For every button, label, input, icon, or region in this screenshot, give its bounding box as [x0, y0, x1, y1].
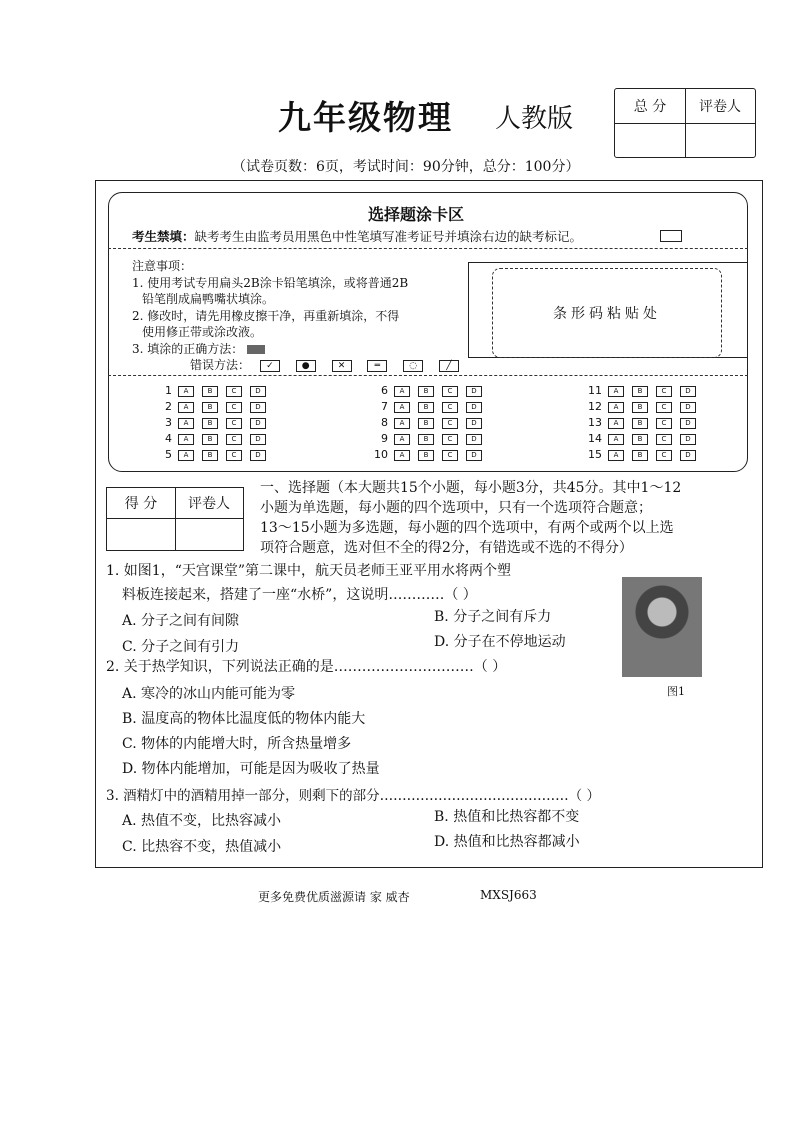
answer-bubble-c[interactable]: C [656, 434, 672, 445]
answer-bubble-d[interactable]: D [680, 450, 696, 461]
note-line: 使用修正带或涂改液。 [142, 325, 263, 339]
answer-bubble-c[interactable]: C [656, 450, 672, 461]
section-heading-line: 小题为单选题，每小题的四个选项中，只有一个选项符合题意； [260, 500, 652, 516]
question-number: 13 [588, 416, 602, 429]
answer-bubble-d[interactable]: D [680, 386, 696, 397]
grader-header: 评卷人 [175, 488, 243, 519]
question-1-option-c: C. 分子之间有引力 [122, 639, 240, 655]
answer-bubble-b[interactable]: B [632, 418, 648, 429]
answer-row-1 [156, 384, 274, 397]
question-3-option-a: A. 热值不变，比热容减小 [122, 813, 282, 829]
answer-bubble-c[interactable]: C [656, 386, 672, 397]
section-score-table [106, 487, 244, 551]
question-3-option-b: B. 热值和比热容都不变 [434, 809, 580, 825]
answer-row-15 [586, 448, 704, 461]
answer-bubble-d[interactable]: D [250, 418, 266, 429]
answer-bubble-a[interactable]: A [178, 402, 194, 413]
answer-bubble-c[interactable]: C [656, 402, 672, 413]
answer-bubble-d[interactable]: D [250, 434, 266, 445]
answer-bubble-b[interactable]: B [632, 386, 648, 397]
question-1-stem: 1. 如图1，“天宫课堂”第二课中，航天员老师王亚平用水将两个塑 [106, 563, 512, 579]
correct-method-row [132, 341, 465, 358]
note-line: 2. 修改时，请先用橡皮擦干净，再重新填涂，不得 [132, 308, 400, 323]
question-3-stem: 3. 酒精灯中的酒精用掉一部分，则剩下的部分……………………………………（ ） [106, 788, 600, 804]
grader-header: 评卷人 [685, 89, 755, 124]
question-number: 8 [381, 416, 388, 429]
answer-bubble-c[interactable]: C [226, 418, 242, 429]
edition-label: 人教版 [495, 104, 574, 134]
strike-mark-icon: ═ [367, 360, 387, 372]
question-1-option-a: A. 分子之间有间隙 [122, 613, 240, 629]
answer-bubble-b[interactable]: B [418, 386, 434, 397]
answer-bubble-d[interactable]: D [250, 402, 266, 413]
wrong-method-row [132, 357, 465, 374]
filled-mark-sample [247, 345, 265, 354]
answer-bubble-d[interactable]: D [680, 402, 696, 413]
answer-bubble-b[interactable]: B [418, 434, 434, 445]
answer-bubble-b[interactable]: B [632, 450, 648, 461]
answer-row-6 [372, 384, 490, 397]
answer-bubble-a[interactable]: A [608, 386, 624, 397]
answer-bubble-b[interactable]: B [202, 402, 218, 413]
answer-row-2 [156, 400, 274, 413]
footer-text: 更多免费优质滋源请 家 威杏 [258, 890, 410, 904]
question-number: 15 [588, 448, 602, 461]
answer-bubble-a[interactable]: A [178, 418, 194, 429]
wrong-method-label: 错误方法： [190, 358, 251, 372]
question-2-option-d: D. 物体内能增加，可能是因为吸收了热量 [122, 761, 380, 777]
answer-row-9 [372, 432, 490, 445]
section-heading-line: 一、选择题（本大题共15个小题，每小题3分，共45分。其中1～12 [260, 480, 682, 496]
answer-row-3 [156, 416, 274, 429]
answer-bubble-a[interactable]: A [394, 402, 410, 413]
question-number: 2 [165, 400, 172, 413]
answer-bubble-c[interactable]: C [226, 402, 242, 413]
note-line: 3. 填涂的正确方法： [132, 341, 244, 356]
dot-mark-icon: ● [296, 360, 316, 372]
answer-bubble-d[interactable]: D [250, 450, 266, 461]
question-number: 12 [588, 400, 602, 413]
question-number: 11 [588, 384, 602, 397]
answer-bubble-a[interactable]: A [394, 418, 410, 429]
question-3-option-d: D. 热值和比热容都减小 [434, 834, 580, 850]
section-heading-line: 13～15小题为多选题，每小题的四个选项中，有两个或两个以上选 [260, 520, 674, 536]
answer-bubble-b[interactable]: B [202, 418, 218, 429]
answer-bubble-b[interactable]: B [202, 386, 218, 397]
absence-mark-box[interactable] [660, 230, 682, 242]
answer-bubble-c[interactable]: C [442, 418, 458, 429]
question-2-option-b: B. 温度高的物体比温度低的物体内能大 [122, 711, 366, 727]
table-divider [685, 123, 686, 157]
footer-code: MXSJ663 [480, 888, 537, 902]
answer-card-title: 选择题涂卡区 [368, 205, 465, 224]
answer-bubble-a[interactable]: A [178, 434, 194, 445]
answer-bubble-a[interactable]: A [608, 418, 624, 429]
answer-bubble-c[interactable]: C [226, 434, 242, 445]
answer-bubble-b[interactable]: B [632, 434, 648, 445]
answer-bubble-d[interactable]: D [466, 402, 482, 413]
notes-section [132, 258, 465, 374]
answer-bubble-d[interactable]: D [466, 386, 482, 397]
section-heading-line: 项符合题意，选对但不全的得2分，有错选或不选的不得分） [260, 540, 633, 556]
question-number: 7 [381, 400, 388, 413]
score-header: 得 分 [107, 488, 176, 519]
note-line: 铅笔削成扁鸭嘴状填涂。 [142, 292, 275, 306]
question-1-stem-cont: 料板连接起来，搭建了一座“水桥”，这说明…………（ ） [122, 587, 477, 603]
figure-1-image [622, 577, 702, 677]
question-number: 14 [588, 432, 602, 445]
answer-bubble-a[interactable]: A [608, 434, 624, 445]
answer-bubble-d[interactable]: D [466, 418, 482, 429]
answer-bubble-d[interactable]: D [680, 434, 696, 445]
absence-text: 缺考考生由监考员用黑色中性笔填写准考证号并填涂右边的缺考标记。 [194, 229, 583, 244]
answer-row-12 [586, 400, 704, 413]
question-3-option-c: C. 比热容不变，热值减小 [122, 839, 282, 855]
answer-bubble-c[interactable]: C [442, 450, 458, 461]
answer-row-10 [372, 448, 490, 461]
question-number: 3 [165, 416, 172, 429]
table-divider [175, 518, 176, 550]
answer-bubble-c[interactable]: C [442, 402, 458, 413]
answer-bubble-a[interactable]: A [394, 386, 410, 397]
answer-row-4 [156, 432, 274, 445]
question-number: 9 [381, 432, 388, 445]
answer-bubble-c[interactable]: C [226, 386, 242, 397]
answer-bubble-c[interactable]: C [442, 434, 458, 445]
answer-row-11 [586, 384, 704, 397]
answer-bubble-c[interactable]: C [442, 386, 458, 397]
question-2-stem: 2. 关于热学知识，下列说法正确的是…………………………（ ） [106, 659, 507, 675]
answer-bubble-b[interactable]: B [202, 434, 218, 445]
page-title: 九年级物理 [278, 98, 453, 137]
divider [108, 375, 748, 376]
question-number: 10 [374, 448, 388, 461]
answer-bubble-a[interactable]: A [178, 450, 194, 461]
total-score-table [614, 88, 756, 158]
total-score-header: 总 分 [615, 89, 686, 124]
answer-bubble-b[interactable]: B [418, 450, 434, 461]
barcode-area: 条形码粘贴处 [492, 268, 722, 358]
absence-instruction [132, 227, 582, 245]
answer-bubble-a[interactable]: A [608, 402, 624, 413]
answer-bubble-d[interactable]: D [680, 418, 696, 429]
answer-row-13 [586, 416, 704, 429]
answer-bubble-c[interactable]: C [226, 450, 242, 461]
note-line: 1. 使用考试专用扁头2B涂卡铅笔填涂，或将普通2B [132, 275, 409, 290]
figure-caption: 图1 [667, 685, 685, 698]
check-mark-icon: ✓ [260, 360, 280, 372]
question-1-option-d: D. 分子在不停地运动 [434, 634, 566, 650]
question-number: 5 [165, 448, 172, 461]
question-1-option-b: B. 分子之间有斥力 [434, 609, 552, 625]
answer-bubble-c[interactable]: C [656, 418, 672, 429]
divider [108, 248, 748, 249]
cross-mark-icon: ✕ [332, 360, 352, 372]
exam-info: （试卷页数：6页，考试时间：90分钟，总分：100分） [232, 159, 580, 175]
answer-bubble-a[interactable]: A [394, 450, 410, 461]
answer-row-14 [586, 432, 704, 445]
answer-bubble-b[interactable]: B [418, 402, 434, 413]
answer-bubble-d[interactable]: D [250, 386, 266, 397]
answer-row-5 [156, 448, 274, 461]
answer-row-7 [372, 400, 490, 413]
answer-bubble-d[interactable]: D [466, 450, 482, 461]
notes-title: 注意事项： [132, 259, 193, 273]
answer-bubble-b[interactable]: B [202, 450, 218, 461]
slash-mark-icon: ╱ [439, 360, 459, 372]
answer-bubble-b[interactable]: B [418, 418, 434, 429]
answer-bubble-b[interactable]: B [632, 402, 648, 413]
section-heading [260, 478, 756, 558]
answer-bubble-a[interactable]: A [178, 386, 194, 397]
answer-bubble-a[interactable]: A [608, 450, 624, 461]
question-number: 1 [165, 384, 172, 397]
question-2-option-c: C. 物体的内能增大时，所含热量增多 [122, 736, 352, 752]
absence-label: 考生禁填： [132, 229, 195, 244]
partial-mark-icon: ◌ [403, 360, 423, 372]
answer-bubble-a[interactable]: A [394, 434, 410, 445]
question-number: 4 [165, 432, 172, 445]
question-2-option-a: A. 寒冷的冰山内能可能为零 [122, 686, 296, 702]
answer-row-8 [372, 416, 490, 429]
question-number: 6 [381, 384, 388, 397]
answer-bubble-d[interactable]: D [466, 434, 482, 445]
